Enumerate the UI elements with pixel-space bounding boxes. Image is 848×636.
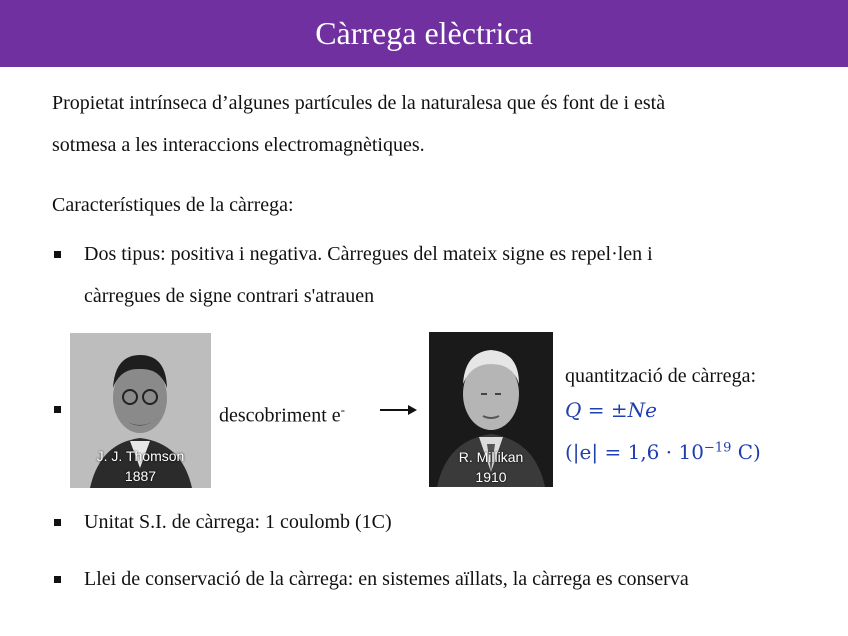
arrow-right-icon [380, 403, 418, 417]
thomson-name: J. J. Thomson [96, 448, 185, 464]
quantization-formula: Q = ±Ne [565, 398, 657, 422]
thomson-year: 1887 [124, 468, 157, 484]
intro-line-1: Propietat intrínseca d’algunes partícules de la naturalesa que és font de i està [52, 92, 666, 114]
elementary-charge-formula [565, 440, 761, 464]
millikan-portrait [429, 332, 553, 487]
millikan-name: R. Millikan [458, 449, 524, 465]
bullet-types-line-2: càrregues de signe contrari s'atrauen [84, 285, 375, 307]
bullet-types [84, 233, 824, 317]
bullet-types-line-1: Dos tipus: positiva i negativa. Càrregues del mateix signe es repel·len i [84, 243, 653, 265]
slide-title: Càrrega elèctrica [315, 15, 533, 51]
discovery-superscript: - [340, 402, 345, 417]
bullet-marker [54, 406, 61, 413]
intro-paragraph [52, 82, 812, 166]
slide-title-bar [0, 0, 848, 67]
millikan-year: 1910 [475, 469, 507, 485]
bullet-marker [54, 519, 61, 526]
bullet-unit: Unitat S.I. de càrrega: 1 coulomb (1C) [84, 511, 392, 533]
bullet-conservation: Llei de conservació de la càrrega: en sistemes aïllats, la càrrega es conserva [84, 568, 689, 590]
discovery-text: descobriment e [219, 404, 341, 427]
thomson-portrait [70, 333, 211, 488]
intro-line-2: sotmesa a les interaccions electromagnètiques. [52, 134, 425, 156]
elementary-charge-exponent: −19 [703, 440, 732, 456]
bullet-marker [54, 251, 61, 258]
elementary-charge-unit: C) [731, 440, 761, 464]
bullet-marker [54, 576, 61, 583]
elementary-charge-value: (|e| = 1,6 · 10 [565, 440, 704, 464]
characteristics-heading: Característiques de la càrrega: [52, 194, 294, 216]
quantization-label: quantització de càrrega: [565, 365, 756, 387]
